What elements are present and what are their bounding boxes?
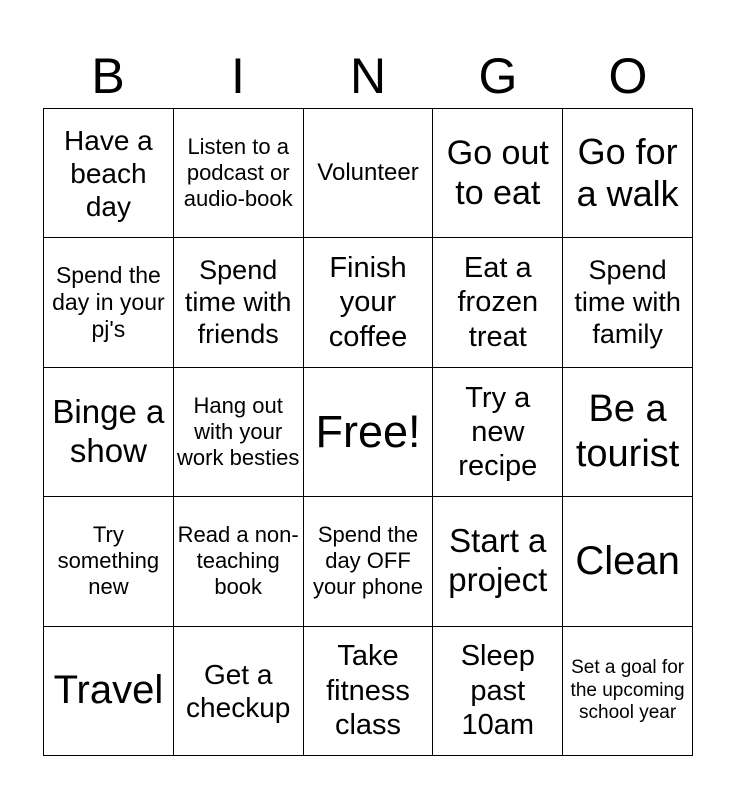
cell-text: Eat a frozen treat xyxy=(457,252,539,353)
cell-text: Try a new recipe xyxy=(458,381,538,483)
bingo-cell-r4c1[interactable] xyxy=(44,497,174,626)
bingo-cell-r1c2[interactable] xyxy=(174,109,304,238)
bingo-cell-r4c2[interactable] xyxy=(174,497,304,626)
bingo-cell-r1c5[interactable] xyxy=(563,109,693,238)
cell-text: Have a beach day xyxy=(64,124,153,222)
bingo-cell-r2c5[interactable] xyxy=(563,238,693,367)
bingo-cell-r2c1[interactable] xyxy=(44,238,174,367)
bingo-cell-r4c4[interactable] xyxy=(433,497,563,626)
bingo-cell-r3c5[interactable] xyxy=(563,368,693,497)
cell-text: Travel xyxy=(53,668,164,713)
free-space-text: Free! xyxy=(315,406,421,458)
bingo-cell-r5c1[interactable] xyxy=(44,627,174,756)
header-letter-n: N xyxy=(349,48,387,104)
cell-text: Listen to a podcast or audio-book xyxy=(183,134,293,212)
cell-text: Finish your coffee xyxy=(328,252,408,353)
cell-text: Binge a show xyxy=(52,393,165,469)
cell-text: Hang out with your work besties xyxy=(177,393,300,470)
cell-text: Clean xyxy=(575,538,680,583)
cell-text: Spend the day OFF your phone xyxy=(312,522,424,600)
bingo-cell-r5c3[interactable] xyxy=(304,627,434,756)
bingo-cell-r2c4[interactable] xyxy=(433,238,563,367)
cell-text: Get a checkup xyxy=(186,658,291,723)
cell-text: Sleep past 10am xyxy=(460,640,535,741)
cell-text: Spend the day in your pj's xyxy=(52,261,165,343)
cell-text: Try something new xyxy=(57,522,160,600)
cell-text: Volunteer xyxy=(317,159,419,187)
cell-text: Spend time with friends xyxy=(184,254,292,349)
bingo-cell-r1c1[interactable] xyxy=(44,109,174,238)
cell-text: Take fitness class xyxy=(326,640,410,741)
cell-text: Go out to eat xyxy=(446,134,549,213)
cell-text: Set a goal for the upcoming school year xyxy=(570,657,685,723)
bingo-cell-r5c4[interactable] xyxy=(433,627,563,756)
bingo-cell-r4c3[interactable] xyxy=(304,497,434,626)
header-letter-i: I xyxy=(231,48,245,104)
bingo-cell-r1c4[interactable] xyxy=(433,109,563,238)
bingo-cell-r5c5[interactable] xyxy=(563,627,693,756)
bingo-cell-r2c2[interactable] xyxy=(174,238,304,367)
bingo-cell-r2c3[interactable] xyxy=(304,238,434,367)
bingo-cell-r3c2[interactable] xyxy=(174,368,304,497)
bingo-cell-r4c5[interactable] xyxy=(563,497,693,626)
cell-text: Go for a walk xyxy=(576,130,679,215)
bingo-cell-r5c2[interactable] xyxy=(174,627,304,756)
cell-text: Start a project xyxy=(448,522,548,599)
cell-text: Be a tourist xyxy=(575,388,680,475)
header-letter-b: B xyxy=(91,48,125,104)
cell-text: Spend time with family xyxy=(574,254,681,349)
bingo-header xyxy=(43,45,693,107)
bingo-cell-r3c1[interactable] xyxy=(44,368,174,497)
bingo-cell-r1c3[interactable] xyxy=(304,109,434,238)
header-letter-o: O xyxy=(608,48,648,104)
bingo-board xyxy=(43,108,693,756)
cell-text: Read a non-teaching book xyxy=(177,522,299,600)
bingo-cell-free[interactable] xyxy=(304,368,434,497)
header-letter-g: G xyxy=(478,48,518,104)
bingo-cell-r3c4[interactable] xyxy=(433,368,563,497)
